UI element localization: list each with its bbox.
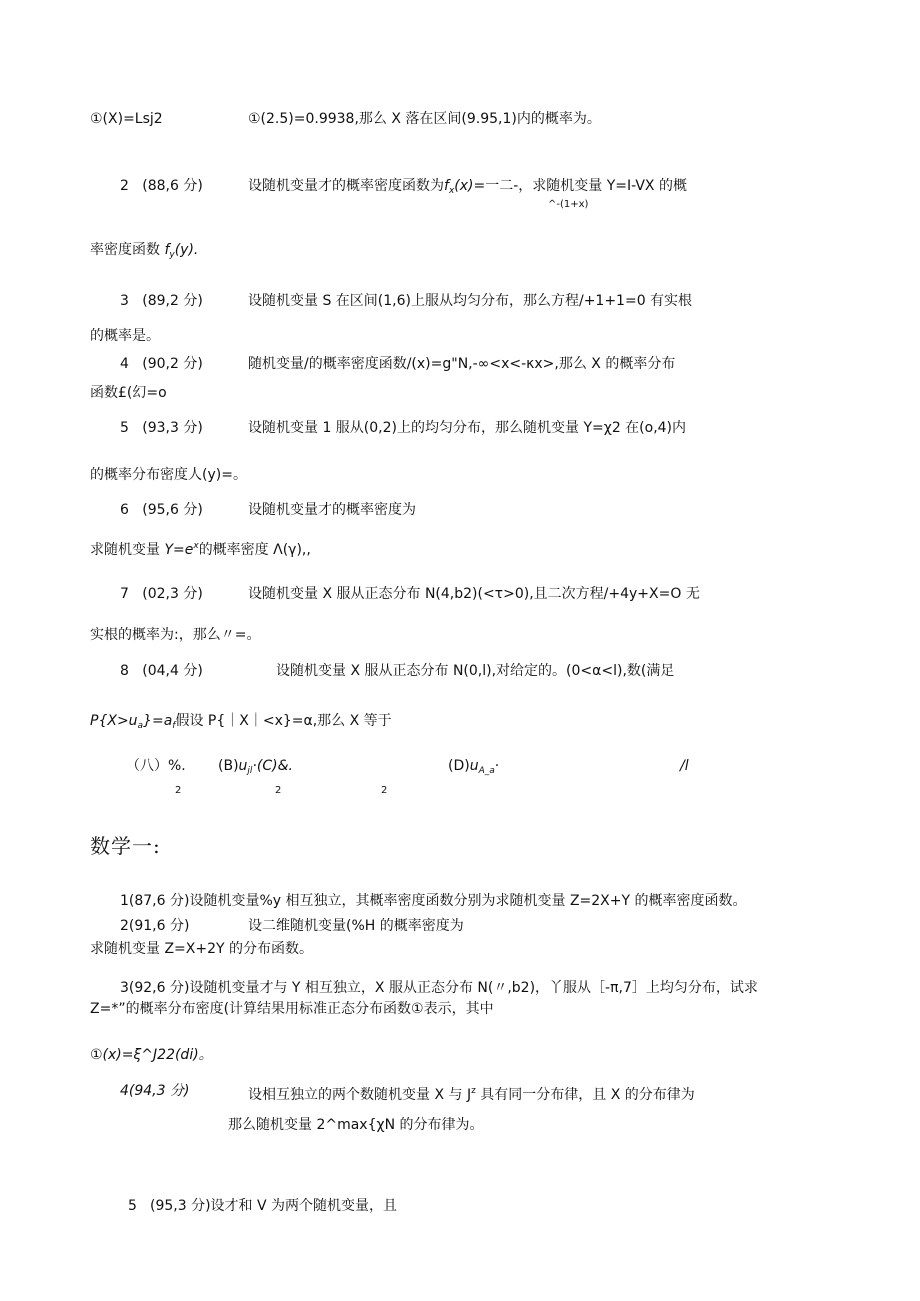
problem-2-continuation: 率密度函数 $f_y(y)$. bbox=[90, 242, 199, 260]
problem-8-continuation: $P\{X>u_a\}=a_f$假设 P{｜X｜<x}=α,那么 X 等于 bbox=[90, 713, 392, 731]
math1-problem-5-text: (95,3 分)设才和 V 为两个随机变量，且 bbox=[150, 1198, 398, 1214]
option-a: （八）%. bbox=[126, 758, 186, 774]
problem-number: 2 bbox=[120, 178, 129, 194]
intro-formula: ①(X)=Lsj2 bbox=[90, 111, 163, 127]
problem-6-text: 设随机变量才的概率密度为 bbox=[248, 502, 416, 518]
option-denominator: 2 bbox=[381, 785, 388, 796]
problem-4-number: 4 (90,2 分) bbox=[120, 356, 203, 372]
math1-problem-1: 1(87,6 分)设随机变量%y 相互独立，其概率密度函数分别为求随机变量 Z=2X+Y 的概率密度函数。 bbox=[120, 893, 747, 909]
math1-problem-2-number: 2(91,6 分) bbox=[120, 918, 190, 934]
intro-text: ①(2.5)=0.9938,那么 X 落在区间(9.95,1)内的概率为。 bbox=[248, 111, 601, 127]
problem-2-denominator: ^-(1+x) bbox=[548, 199, 589, 210]
problem-source: (88,6 分) bbox=[142, 178, 203, 194]
math1-problem-5-number: 5 bbox=[128, 1198, 137, 1214]
math1-problem-2-continuation: 求随机变量 Z=X+2Y 的分布函数。 bbox=[90, 941, 314, 957]
problem-2-text: 设随机变量才的概率密度函数为$f_x(x)=$一二-，求随机变量 Y=I-VX 的概 bbox=[248, 178, 687, 196]
math1-problem-3-line1: 3(92,6 分)设随机变量才与 Y 相互独立，X 服从正态分布 N(〃,b2)，丫服从［-π,7］上均匀分布，试求 bbox=[120, 980, 758, 996]
math1-problem-2-text: 设二维随机变量(%H 的概率密度为 bbox=[248, 918, 464, 934]
problem-7-number: 7 (02,3 分) bbox=[120, 586, 203, 602]
problem-5-number: 5 (93,3 分) bbox=[120, 420, 203, 436]
problem-3-number: 3 (89,2 分) bbox=[120, 293, 203, 309]
math1-problem-4-text: 设相互独立的两个数随机变量 X 与 $J^z$ 具有同一分布律，且 X 的分布律为 bbox=[248, 1086, 695, 1103]
problem-5-text: 设随机变量 1 服从(0,2)上的均匀分布，那么随机变量 Y=χ2 在(o,4)内 bbox=[248, 420, 687, 436]
problem-4-text: 随机变量/的概率密度函数/(x)=g"N,-∞<x<-κx>,那么 X 的概率分布 bbox=[248, 356, 676, 372]
option-b-c: $(B)u_{jl}\cdot(C)\&$. bbox=[218, 758, 293, 776]
problem-5-continuation: 的概率分布密度人(y)=。 bbox=[90, 467, 247, 483]
problem-8-text: 设随机变量 X 服从正态分布 N(0,l),对给定的。(0<α<l),数(满足 bbox=[276, 663, 675, 679]
problem-6-number: 6 (95,6 分) bbox=[120, 502, 203, 518]
problem-8-number: 8 (04,4 分) bbox=[120, 663, 203, 679]
option-denominator: 2 bbox=[175, 785, 182, 796]
math1-problem-4-number: 4(94,3 分) bbox=[120, 1083, 190, 1099]
problem-3-text: 设随机变量 S 在区间(1,6)上服从均匀分布，那么方程/+1+1=0 有实根 bbox=[248, 293, 693, 309]
problem-6-continuation: 求随机变量 $Y=e^x$的概率密度 Λ(γ),, bbox=[90, 541, 311, 558]
problem-4-continuation: 函数£(幻=o bbox=[90, 385, 167, 401]
problem-7-text: 设随机变量 X 服从正态分布 N(4,b2)(<τ>0),且二次方程/+4y+X=O 无 bbox=[248, 586, 700, 602]
problem-7-continuation: 实根的概率为:，那么〃=。 bbox=[90, 627, 261, 643]
option-tail-mark: /l bbox=[680, 758, 689, 774]
option-d: $(D)u_{A\_a}\cdot$ bbox=[448, 758, 500, 776]
math1-problem-4-continuation: 那么随机变量 2^max{χN 的分布律为。 bbox=[228, 1117, 484, 1133]
math1-problem-3-formula: ①(x)=ξ^J22(di)。 bbox=[90, 1047, 213, 1063]
math1-problem-3-line2: Z=*”的概率分布密度(计算结果用标准正态分布函数①表示，其中 bbox=[90, 1001, 494, 1017]
section-heading: 数学一: bbox=[90, 834, 161, 858]
problem-2-number bbox=[120, 177, 203, 195]
problem-3-continuation: 的概率是。 bbox=[90, 328, 160, 344]
option-denominator: 2 bbox=[275, 785, 282, 796]
